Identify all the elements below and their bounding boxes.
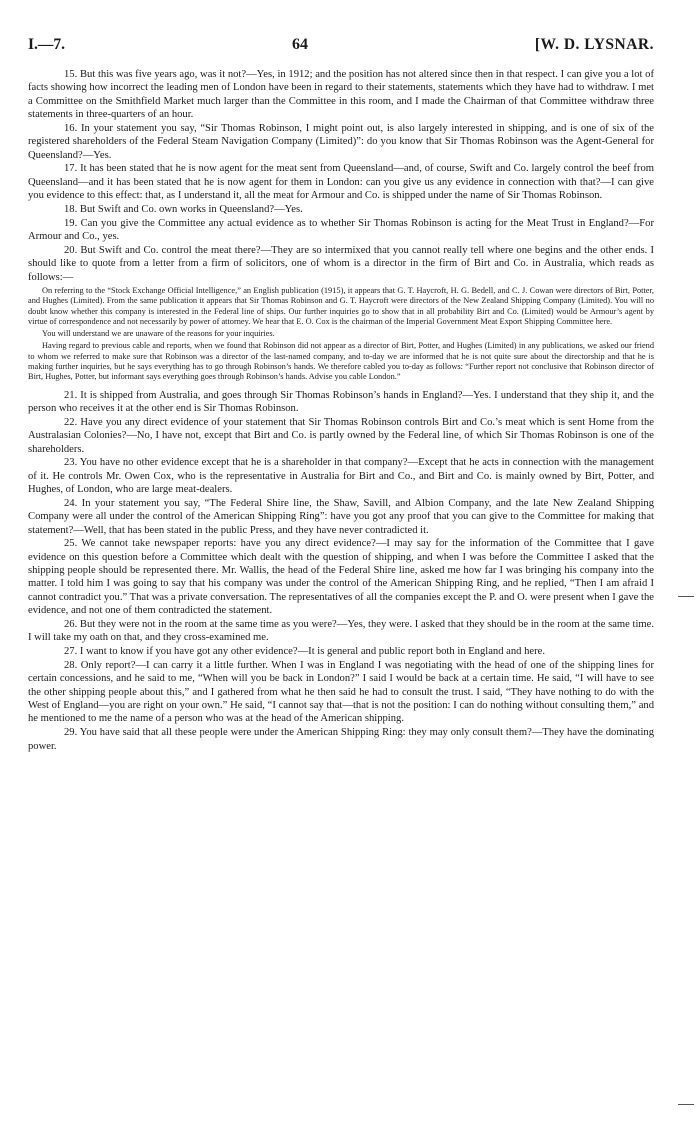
- margin-mark: [678, 1104, 694, 1105]
- paragraph: 22. Have you any direct evidence of your statement that Sir Thomas Robinson controls Birt and Co.’s meat which is sent Home from the Australasian Colonies?—No, I have not, except that Birt and Co. is partly owned by the Federal line, of which Sir Thomas Robinson is one of the shareholders.: [28, 416, 654, 455]
- document-reference: I.—7.: [28, 36, 66, 53]
- paragraph: 21. It is shipped from Australia, and goes through Sir Thomas Robinson’s hands in England?—Yes. I understand that they ship it, and the person who receives it at the other end is Sir Thomas Robinson.: [28, 389, 654, 415]
- paragraph: 29. You have said that all these people were under the American Shipping Ring: they may only consult them?—They have the dominating power.: [28, 727, 654, 752]
- quoted-letter-paragraph: Having regard to previous cable and reports, when we found that Robinson did not appear as a director of Birt, Potter, and Hughes (Limited) in any publications, we asked our friend to whom we referred to make sure that Robinson was a director of the last-named company, and to-day we are informed that he is not quite sure about the directorship and that he is making further inquiries, but he says everything has to go through Robinson’s hands. We therefore cabled you to-day as follows: “Further report not conclusive that Robinson director of Birt, Hughes, Potter, but informant says everything goes through Robinson’s hands. Advise you cable London.”: [28, 341, 654, 382]
- paragraph: 28. Only report?—I can carry it a little further. When I was in England I was negotiating with the head of one of the shipping lines for certain concessions, and he said to me, “When will you be back in London?” I said I would be back at a certain time. He said, “I will have to see the other shipping people about this,” and I gathered from what he then said he had to consult the trust. I said, “They have nothing to do with the West of England—you are right on your own.” He said, “I cannot say that—that is not the position: I can do nothing without consulting them,” and he mentioned to me the name of a person who was at the head of the American shipping.: [28, 660, 654, 725]
- paragraph: 23. You have no other evidence except that he is a shareholder in that company?—Except that he acts in connection with the management of it. He controls Mr. Owen Cox, who is the representative in Australia for Birt and Co., and Birt and Co. is mainly owned by Birt, Potter, and Hughes, of London, who are large meat-dealers.: [28, 457, 654, 496]
- document-page: [28, 36, 654, 753]
- paragraph: 20. But Swift and Co. control the meat there?—They are so intermixed that you cannot really tell where one begins and the other ends. I should like to quote from a letter from a firm of solicitors, one of whom is a director in the firm of Birt and Co. in Australia, which reads as follows:—: [28, 244, 654, 283]
- paragraph: 26. But they were not in the room at the same time as you were?—Yes, they were. I asked that they should be in the room at the same time. I will take my oath on that, and they cross-examined me.: [28, 619, 654, 644]
- paragraph: 25. We cannot take newspaper reports: have you any direct evidence?—I may say for the information of the Committee that I gave evidence on this question before a Committee which dealt with the question of shipping, and when I was before the Committee I asked that the shipping people should be represented there. Mr. Wallis, the head of the Federal Shire line, asked me how far I was bringing his company into the matter. I told him I was going to say that his company was under the control of the American Shipping Ring, and he replied, “Then I am afraid I cannot contradict you.” That was a private conversation. The representatives of all the companies except the P. and O. were present when I gave the evidence, and not one of them contradicted the statement.: [28, 538, 654, 617]
- paragraph: 17. It has been stated that he is now agent for the meat sent from Queensland—and, of course, Swift and Co. largely control the beef from Queensland—and it has been stated that he is now agent for them in London: can you give us any evidence in connection with that?—I can give you evidence to this effect: that, as I understand it, all the meat for Armour and Co. is shipped under the name of Sir Thomas Robinson.: [28, 163, 654, 202]
- margin-mark: [678, 596, 694, 597]
- paragraph: 15. But this was five years ago, was it not?—Yes, in 1912; and the position has not altered since then in that respect. I can give you a lot of facts showing how incorrect the leading men of London have been in regard to their statements, statements which they have had to withdraw. I met a Committee on the Smithfield Market much larger than the Committee in this room, and I made the Chairman of that Committee withdraw three statements in three-quarters of an hour.: [28, 69, 654, 121]
- paragraph: 16. In your statement you say, “Sir Thomas Robinson, I might point out, is also largely interested in shipping, and is one of six of the registered shareholders of the Federal Steam Navigation Company (Limited)”: do you know that Sir Thomas Robinson was the Agent-General for Queensland?—Yes.: [28, 122, 654, 161]
- quoted-letter-paragraph: On referring to the “Stock Exchange Official Intelligence,” an English publication (1915), it appears that G. T. Haycroft, H. G. Bedell, and C. J. Cowan were directors of Birt, Potter, and Hughes (Limited). From the same publication it appears that Sir Thomas Robinson and G. T. Haycroft were directors of the New Zealand Shipping Company (Limited). You will no doubt know whether this company is interested in the Federal line of ships. Our further inquiries go to show that in all probability Birt and Co. (Limited) would be Armour’s agent by virtue of correspondence and not necessarily by power of attorney. We hear that E. O. Cox is the chairman of the Imperial Government Meat Export Shipping Committee here.: [28, 286, 654, 326]
- witness-name: [W. D. LYSNAR.: [534, 36, 654, 53]
- paragraph: 19. Can you give the Committee any actual evidence as to whether Sir Thomas Robinson is acting for the Meat Trust in England?—For Armour and Co., yes.: [28, 217, 654, 243]
- page-number: 64: [291, 36, 308, 53]
- paragraph: 24. In your statement you say, “The Federal Shire line, the Shaw, Savill, and Albion Company, and the late New Zealand Shipping Company were all under the control of the American Shipping Ring”: have you got any proof that you can give to the Committee for making that statement?—Well, that has been stated in the public Press, and they have never contradicted it.: [28, 497, 654, 536]
- page-header: [28, 36, 654, 54]
- paragraph: 27. I want to know if you have got any other evidence?—It is general and public report both in England and here.: [64, 646, 545, 658]
- quoted-letter-paragraph: You will understand we are unaware of the reasons for your inquiries.: [42, 329, 275, 339]
- paragraph: 18. But Swift and Co. own works in Queensland?—Yes.: [64, 203, 303, 215]
